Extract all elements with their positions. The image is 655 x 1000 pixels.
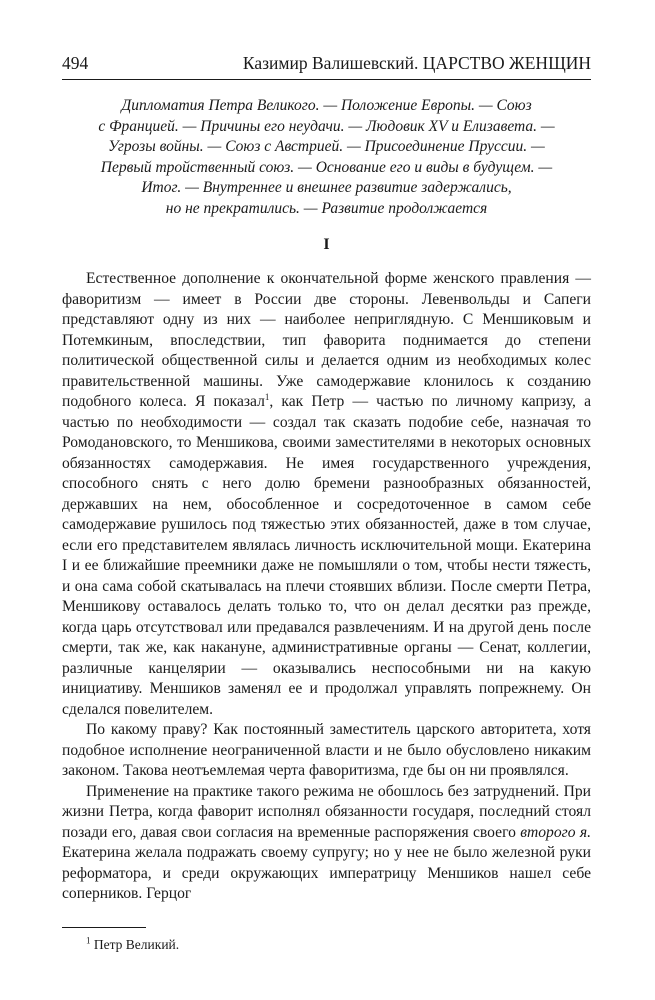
running-title: Казимир Валишевский. ЦАРСТВО ЖЕНЩИН <box>242 53 591 73</box>
paragraph: По какому праву? Как постоянный заместитель царского авторитета, хотя подобное исполнение неограниченной власти и не было обусловлено никаким законом. Такова неотъемлемая черта фаворитизма, где бы он ни проявлялся. <box>62 721 591 779</box>
book-page <box>62 52 591 954</box>
summary-line: Итог. — Внутреннее и внешнее развитие задержались, <box>141 179 512 196</box>
chapter-summary <box>62 96 591 219</box>
summary-line: Дипломатия Петра Великого. — Положение Европы. — Союз <box>121 97 532 114</box>
footnote-divider <box>62 927 146 928</box>
footnote <box>62 936 591 954</box>
footnote-text: Петр Великий. <box>90 936 180 952</box>
paragraph-text: Екатерина желала подражать своему супругу; но у нее не было железной руки реформатора, и среди окружающих императрицу Меншиков нашел себе соперников. Герцог <box>62 844 591 902</box>
section-number: I <box>323 236 330 253</box>
footnote-ref[interactable]: 1 <box>264 391 270 402</box>
emphasis: второго я. <box>520 823 591 841</box>
page-number: 494 <box>62 53 89 73</box>
footnote-mark: 1 <box>86 935 91 945</box>
body-text <box>62 269 591 905</box>
paragraph <box>62 269 591 720</box>
summary-line: но не прекратились. — Развитие продолжается <box>165 199 488 217</box>
paragraph <box>62 782 591 905</box>
paragraph-text: , как Петр — частью по личному капризу, а частью по необходимости — создал так сказать подобие себе, назначая то Ромодановского, то Меншикова, своими заместителями в некоторых основных обязанностях самодержавия. Не имея государственного учреждения, способного снять с него долю бремени разнообразных обязанностей, державших на нем, обособленное и сосредоточенное в самом себе самодержавие рушилось под тяжестью этих обязанностей, даже в том случае, если его представителем являлась личность исключительной мощи. Екатерина I и ее ближайшие преемники даже не помышляли о том, чтобы нести тяжесть, и она сама собой скатывалась на плечи стоявших вблизи. После смерти Петра, Меншикову оставалось делать только то, что он делал десятки раз прежде, когда царь отсутствовал или предавался развлечениям. И на другой день после смерти, так же, как накануне, административные органы — Сенат, коллегии, различные канцелярии — оказывались неспособными ни на какую инициативу. Меншиков заменял ее и продолжал управлять попрежнему. Он сделался повелителем. <box>62 393 591 718</box>
summary-line: Первый тройственный союз. — Основание его и виды в будущем. — <box>100 158 553 176</box>
paragraph-text: Применение на практике такого режима не обошлось без затруднений. При жизни Петра, когда фаворит исполнял обязанности государя, последний стоял позади его, давая свои согласия на временные распоряжения своего <box>62 782 591 841</box>
page-header <box>62 52 591 80</box>
summary-line: Угрозы войны. — Союз с Австрией. — Присоединение Пруссии. — <box>108 138 545 155</box>
paragraph-text: Естественное дополнение к окончательной форме женского правления — фаворитизм — имеет в России две стороны. Левенвольды и Сапеги представляют одну из них — наиболее неприглядную. С Меншиковым и Потемкиным, впоследствии, тип фаворита поднимается до степени политической общественной силы и делается одним из необходимых колес правительственной машины. Уже самодержавие клонилось к созданию подобного колеса. Я показал <box>62 270 591 410</box>
summary-line: с Францией. — Причины его неудачи. — Людовик XV и Елизавета. — <box>98 117 555 135</box>
